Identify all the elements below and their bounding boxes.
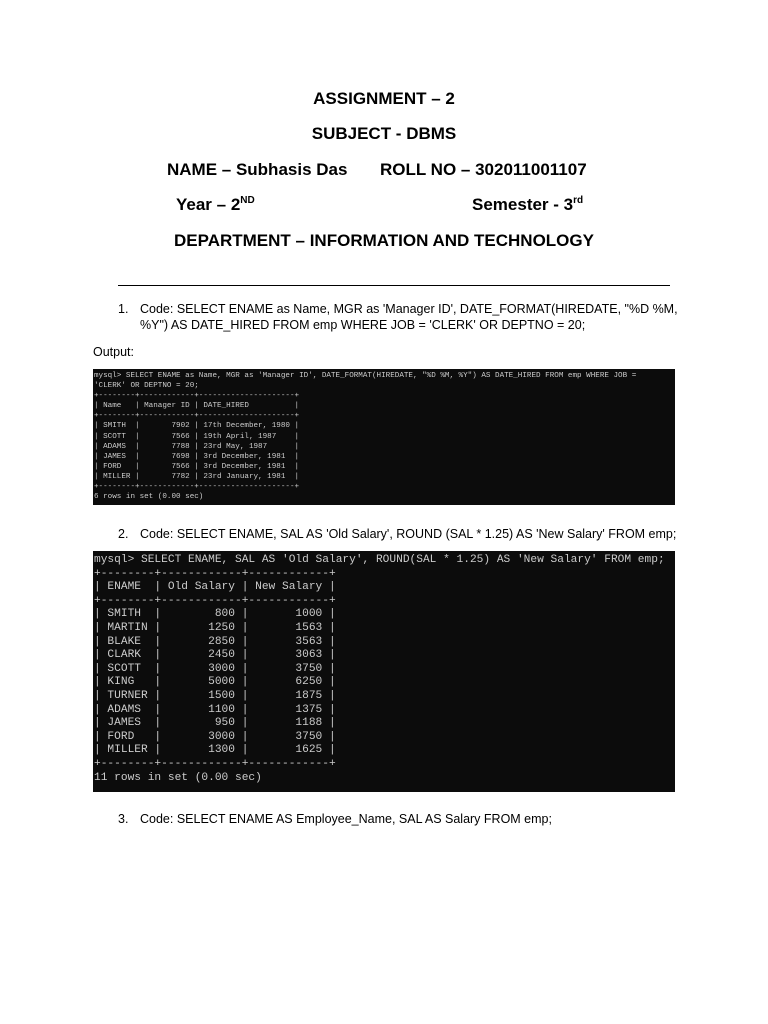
student-name: NAME – Subhasis Das bbox=[167, 160, 348, 179]
question-number: 3. bbox=[118, 812, 129, 826]
terminal-text: mysql> SELECT ENAME as Name, MGR as 'Manager ID', DATE_FORMAT(HIREDATE, "%D %M, %Y") AS DATE_HIRED FROM emp WHERE JOB = 'CLERK' OR DEPTNO = 20; +--------+------------+---------------------+ | Name | Manager ID | DATE_HIRED | +--------+------------+---------------------+ | SMITH | 7902 | 17th December, 1980 | | SCOTT | 7566 | 19th April, 1987 | | ADAMS | 7788 | 23rd May, 1987 | | JAMES | 7698 | 3rd December, 1981 | | FORD | 7566 | 3rd December, 1981 | | MILLER | 7782 | 23rd January, 1981 | +--------+------------+---------------------+ 6 rows in set (0.00 sec) bbox=[94, 372, 637, 502]
output-label: Output: bbox=[93, 345, 134, 359]
semester-superscript: rd bbox=[573, 195, 584, 206]
year-text: Year – 2 bbox=[176, 195, 241, 214]
semester-label bbox=[472, 195, 583, 215]
question-code-line: Code: SELECT ENAME, SAL AS 'Old Salary', ROUND (SAL * 1.25) AS 'New Salary' FROM emp; bbox=[140, 527, 677, 541]
terminal-output-1 bbox=[93, 369, 675, 505]
question-number: 2. bbox=[118, 527, 129, 541]
question-code-line: Code: SELECT ENAME as Name, MGR as 'Manager ID', DATE_FORMAT(HIREDATE, "%D %M, bbox=[140, 302, 678, 316]
year-label bbox=[176, 195, 255, 215]
terminal-text: mysql> SELECT ENAME, SAL AS 'Old Salary', ROUND(SAL * 1.25) AS 'New Salary' FROM emp; +--------+------------+------------+ | ENAME | Old Salary | New Salary | +--------+------------+------------+ | SMITH | 800 | 1000 | | MARTIN | 1250 | 1563 | | BLAKE | 2850 | 3563 | | CLARK | 2450 | 3063 | | SCOTT | 3000 | 3750 | | KING | 5000 | 6250 | | TURNER | 1500 | 1875 | | ADAMS | 1100 | 1375 | | JAMES | 950 | 1188 | | FORD | 3000 | 3750 | | MILLER | 1300 | 1625 | +--------+------------+------------+ 11 rows in set (0.00 sec) bbox=[94, 554, 665, 784]
divider-line bbox=[118, 285, 670, 286]
question-code-line: Code: SELECT ENAME AS Employee_Name, SAL AS Salary FROM emp; bbox=[140, 812, 552, 826]
year-superscript: ND bbox=[240, 195, 255, 206]
semester-text: Semester - 3 bbox=[472, 195, 574, 214]
question-number: 1. bbox=[118, 302, 129, 316]
question-code-line: %Y") AS DATE_HIRED FROM emp WHERE JOB = 'CLERK' OR DEPTNO = 20; bbox=[140, 318, 586, 332]
assignment-title: ASSIGNMENT – 2 bbox=[313, 89, 455, 108]
terminal-output-2 bbox=[93, 551, 675, 792]
department-title: DEPARTMENT – INFORMATION AND TECHNOLOGY bbox=[174, 231, 594, 250]
subject-title: SUBJECT - DBMS bbox=[311, 124, 457, 143]
roll-number: ROLL NO – 302011001107 bbox=[380, 160, 587, 179]
